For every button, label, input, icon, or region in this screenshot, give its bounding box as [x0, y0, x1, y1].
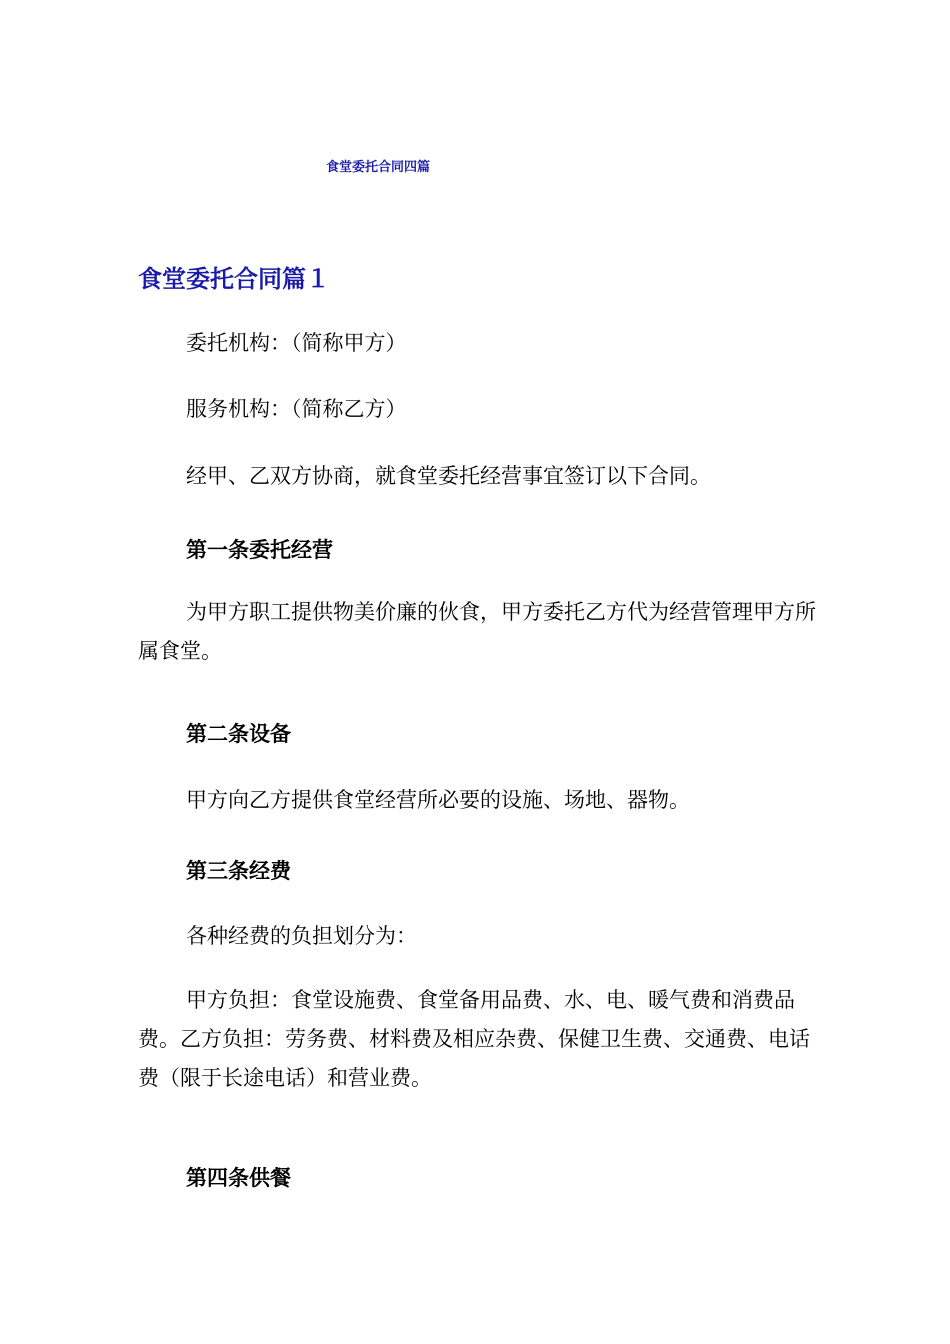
- article-3-intro: 各种经费的负担划分为：: [186, 924, 417, 948]
- article-2-body: 甲方向乙方提供食堂经营所必要的设施、场地、器物。: [186, 788, 690, 812]
- article-1-body: 为甲方职工提供物美价廉的伙食，甲方委托乙方代为经营管理甲方所属食堂。: [138, 600, 816, 663]
- document-title: 食堂委托合同四篇: [326, 160, 431, 175]
- article-3-heading: 第三条经费: [186, 859, 291, 883]
- intro-paragraph: 经甲、乙双方协商，就食堂委托经营事宜签订以下合同。: [186, 464, 711, 488]
- article-1-heading: 第一条委托经营: [186, 538, 333, 562]
- article-2-heading: 第二条设备: [186, 722, 291, 746]
- section-heading: 食堂委托合同篇１: [138, 265, 330, 293]
- article-3-body: 甲方负担：食堂设施费、食堂备用品费、水、电、暖气费和消费品费。乙方负担：劳务费、材料费及相应杂费、保健卫生费、交通费、电话费（限于长途电话）和营业费。: [138, 988, 810, 1090]
- agent-line: 服务机构：（简称乙方）: [186, 397, 407, 421]
- article-4-heading: 第四条供餐: [186, 1166, 291, 1190]
- principal-line: 委托机构：（简称甲方）: [186, 331, 407, 355]
